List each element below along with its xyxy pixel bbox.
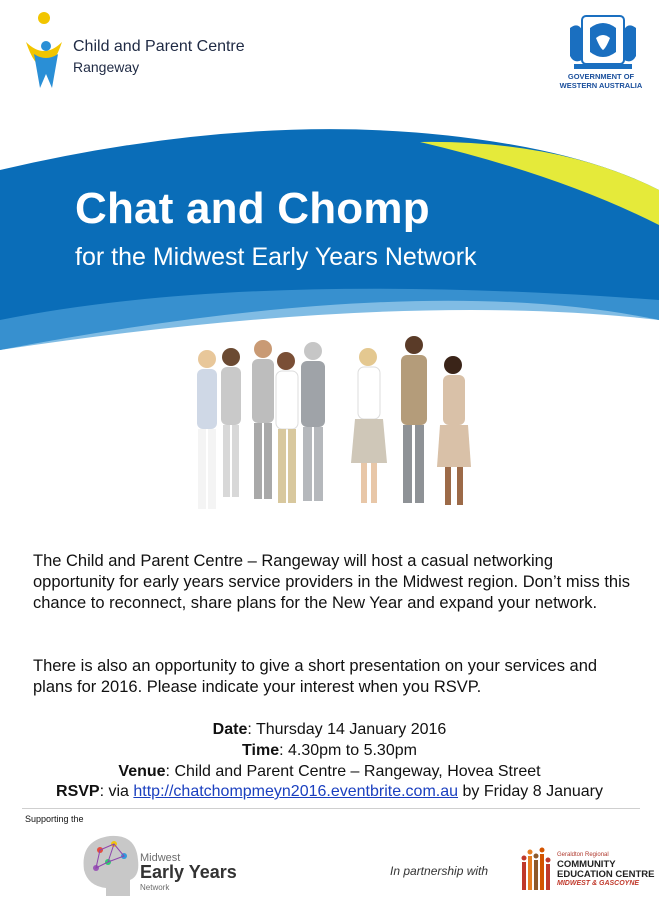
venue-value: : Child and Parent Centre – Rangeway, Hovea Street <box>165 763 541 780</box>
time-value: : 4.30pm to 5.30pm <box>279 742 417 759</box>
rsvp-link[interactable]: http://chatchompmeyn2016.eventbrite.com.au <box>133 783 459 800</box>
header-banner <box>0 120 659 350</box>
event-subtitle: for the Midwest Early Years Network <box>75 243 477 271</box>
rsvp-label: RSVP <box>56 783 100 800</box>
partnership-label: In partnership with <box>390 864 489 878</box>
intro-paragraph: The Child and Parent Centre – Rangeway will host a casual networking opportunity for early years service providers in the Midwest region. Don’t miss this chance to reconnect, share plans for the New Year and expand your network. <box>33 552 630 612</box>
cec-line1b: EDUCATION CENTRE <box>557 869 655 880</box>
person-3 <box>252 340 274 499</box>
cpc-location: Rangeway <box>73 59 140 75</box>
venue-line <box>0 761 659 782</box>
time-line <box>0 740 659 761</box>
people-networking-image <box>185 335 475 525</box>
wa-line1: GOVERNMENT OF <box>567 72 635 81</box>
cpc-name: Child and Parent Centre <box>73 38 245 55</box>
cec-line0: Geraldton Regional <box>557 852 609 858</box>
person-2 <box>221 348 241 497</box>
presentation-paragraph: There is also an opportunity to give a short presentation on your services and plans for 2016. Please indicate your interest when you RSVP. <box>33 657 598 696</box>
date-line <box>0 719 659 740</box>
cec-line2: MIDWEST & GASCOYNE <box>557 880 640 887</box>
meyn-line1: Midwest <box>140 852 181 864</box>
date-value: : Thursday 14 January 2016 <box>247 721 447 738</box>
person-5 <box>301 342 325 501</box>
event-title: Chat and Chomp <box>75 184 430 233</box>
rsvp-suffix: by Friday 8 January <box>458 783 603 800</box>
cec-name <box>557 860 654 880</box>
rsvp-line <box>0 781 659 802</box>
person-7 <box>401 336 427 503</box>
rsvp-prefix: : via <box>99 783 134 800</box>
supporting-label: Supporting the <box>25 814 84 824</box>
cec-line1a: COMMUNITY <box>557 859 616 870</box>
meyn-line3: Network <box>140 883 170 892</box>
wa-line2: WESTERN AUSTRALIA <box>559 81 643 90</box>
person-1 <box>197 350 217 509</box>
time-label: Time <box>242 742 280 759</box>
venue-label: Venue <box>118 763 166 780</box>
date-label: Date <box>212 721 248 738</box>
person-8 <box>437 356 471 505</box>
person-6 <box>351 348 387 503</box>
footer-divider <box>22 808 640 809</box>
meyn-line2: Early Years <box>140 862 237 882</box>
person-4 <box>276 352 298 503</box>
wa-government-label <box>553 72 649 90</box>
cpc-name-block <box>73 36 245 78</box>
